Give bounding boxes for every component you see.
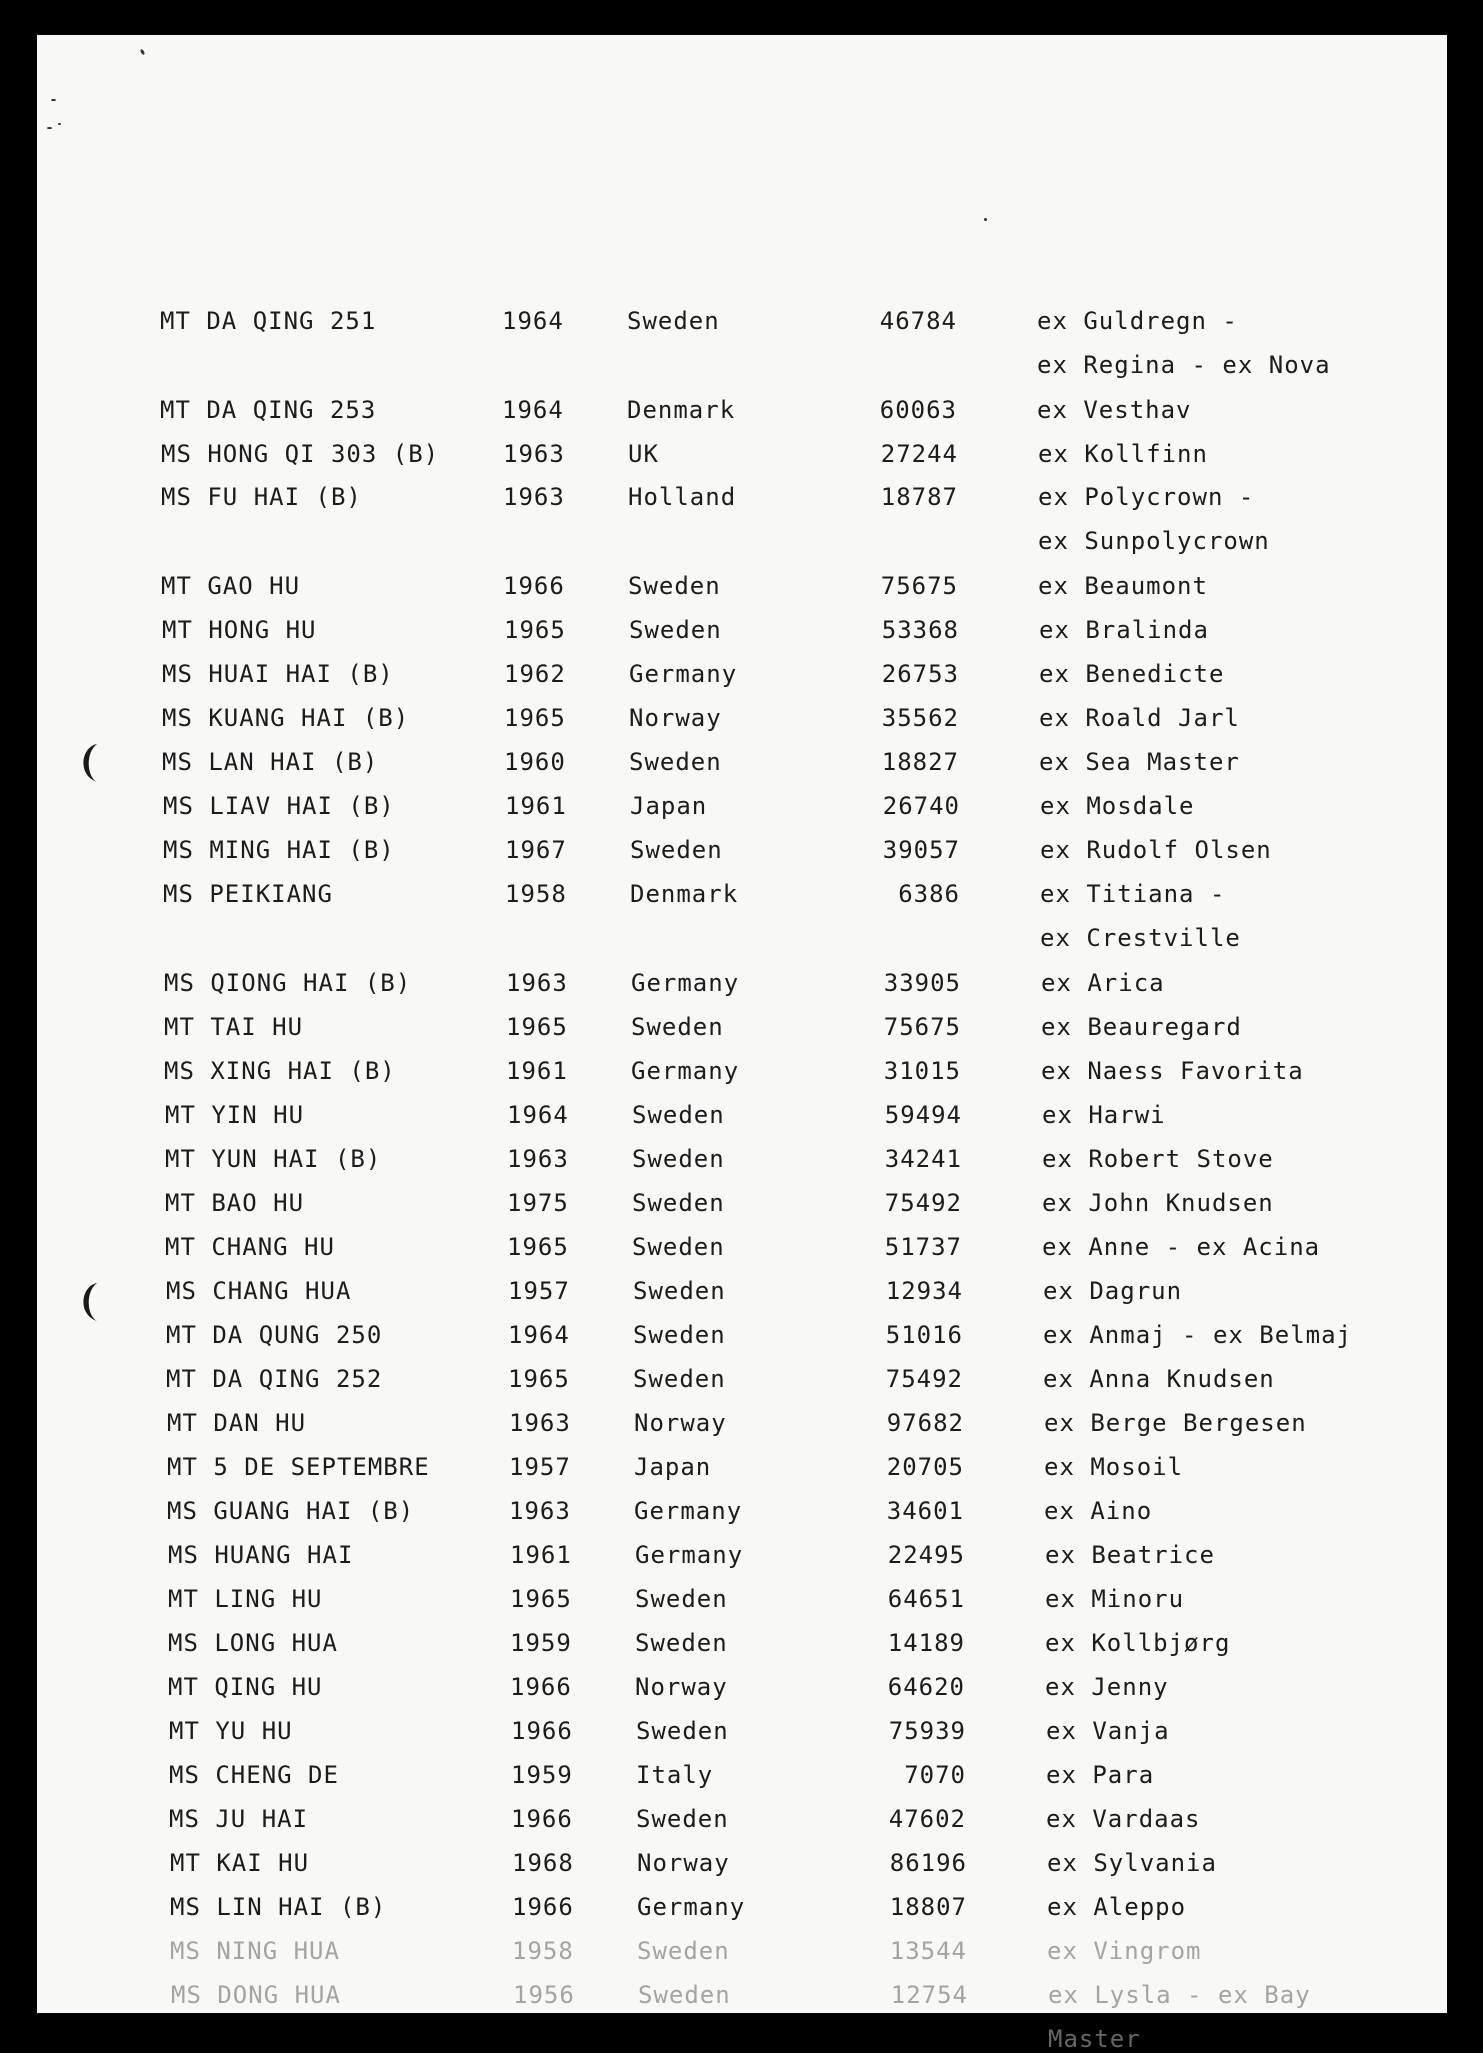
ship-row: [37, 1321, 1447, 1361]
ship-year: 1963: [503, 483, 565, 511]
ship-country: Sweden: [632, 1189, 725, 1217]
ship-year: 1964: [502, 307, 564, 335]
ship-year: 1961: [506, 1057, 568, 1085]
ship-former-names: ex Arica: [1041, 969, 1165, 997]
ship-year: 1966: [511, 1805, 573, 1833]
ship-row: [37, 1629, 1447, 1669]
ship-country: Norway: [629, 704, 722, 732]
ship-name: MT DA QUNG 250: [166, 1321, 383, 1349]
ship-tonnage: 64651: [887, 1585, 965, 1613]
ship-year: 1965: [504, 616, 566, 644]
ship-tonnage: 14189: [887, 1629, 965, 1657]
ship-country: Sweden: [630, 836, 723, 864]
ship-row: [37, 1101, 1447, 1141]
ship-year: 1963: [509, 1409, 571, 1437]
ship-row: [37, 1409, 1447, 1449]
ship-name: MS NING HUA: [170, 1937, 340, 1965]
ship-country: Sweden: [638, 1981, 731, 2009]
ship-name: MS JU HAI: [169, 1805, 309, 1833]
ship-former-names: ex Aino: [1044, 1497, 1153, 1525]
ship-year: 1957: [509, 1453, 571, 1481]
ship-year: 1958: [512, 1937, 574, 1965]
ship-former-names: ex Minoru: [1045, 1585, 1185, 1613]
ship-row: [37, 440, 1447, 480]
ship-name: MT CHANG HU: [165, 1233, 335, 1261]
ink-speck: [984, 218, 987, 221]
ship-name: MT 5 DE SEPTEMBRE: [167, 1453, 430, 1481]
ship-tonnage: 22495: [887, 1541, 965, 1569]
ship-country: Denmark: [627, 396, 736, 424]
ship-name: MT DAN HU: [167, 1409, 307, 1437]
ship-name: MT TAI HU: [164, 1013, 304, 1041]
ship-name: MT YUN HAI (B): [165, 1145, 382, 1173]
ship-former-names: ex Benedicte: [1039, 660, 1225, 688]
ship-year: 1967: [505, 836, 567, 864]
ship-year: 1965: [510, 1585, 572, 1613]
ship-country: Japan: [634, 1453, 712, 1481]
ship-tonnage: 39057: [882, 836, 960, 864]
ship-row: [37, 1893, 1447, 1933]
ship-country: Sweden: [636, 1717, 729, 1745]
ship-tonnage: 7070: [904, 1761, 966, 1789]
ship-country: Sweden: [629, 748, 722, 776]
ship-year: 1964: [502, 396, 564, 424]
ship-row: [37, 1497, 1447, 1537]
ship-country: Denmark: [630, 880, 739, 908]
ship-country: Sweden: [635, 1629, 728, 1657]
ship-name: MT KAI HU: [170, 1849, 310, 1877]
ship-former-names: ex Beauregard: [1041, 1013, 1242, 1041]
ship-name: MS LONG HUA: [168, 1629, 338, 1657]
ship-country: Sweden: [635, 1585, 728, 1613]
ship-country: Germany: [631, 1057, 740, 1085]
ship-country: Sweden: [633, 1365, 726, 1393]
ship-name: MT YIN HU: [165, 1101, 305, 1129]
ship-former-names: ex Robert Stove: [1042, 1145, 1274, 1173]
ship-row: [37, 1761, 1447, 1801]
ship-former-names: ex Harwi: [1042, 1101, 1166, 1129]
ship-year: 1966: [503, 572, 565, 600]
ship-name: MS LAN HAI (B): [162, 748, 379, 776]
ship-name: MT DA QING 251: [160, 307, 377, 335]
ink-speck: [58, 123, 61, 125]
ship-former-names: ex Vardaas: [1046, 1805, 1201, 1833]
document-page: [37, 35, 1447, 2053]
ship-former-names: ex Para: [1046, 1761, 1155, 1789]
ink-speck: [47, 127, 52, 129]
ship-country: Norway: [634, 1409, 727, 1437]
ship-former-names: ex Vingrom: [1047, 1937, 1202, 1965]
ship-name: MT QING HU: [168, 1673, 323, 1701]
ship-tonnage: 75939: [888, 1717, 966, 1745]
ship-tonnage: 26753: [881, 660, 959, 688]
ship-country: Sweden: [627, 307, 720, 335]
ship-year: 1965: [506, 1013, 568, 1041]
ship-former-names: ex Kollfinn: [1038, 440, 1208, 468]
ship-name: MS QIONG HAI (B): [164, 969, 412, 997]
ship-year: 1961: [510, 1541, 572, 1569]
ship-row: [37, 704, 1447, 744]
ink-speck: [51, 99, 56, 101]
ship-name: MS KUANG HAI (B): [162, 704, 410, 732]
ship-former-names: ex Dagrun: [1043, 1277, 1183, 1305]
ship-country: Sweden: [632, 1101, 725, 1129]
ship-year: 1963: [509, 1497, 571, 1525]
ship-tonnage: 97682: [886, 1409, 964, 1437]
ship-tonnage: 31015: [883, 1057, 961, 1085]
ship-year: 1975: [507, 1189, 569, 1217]
ship-tonnage: 46784: [879, 307, 957, 335]
ship-country: Sweden: [632, 1233, 725, 1261]
ship-tonnage: 18827: [881, 748, 959, 776]
ship-year: 1966: [510, 1673, 572, 1701]
ship-country: Norway: [637, 1849, 730, 1877]
ship-former-names: ex Sea Master: [1039, 748, 1240, 776]
ship-country: Germany: [629, 660, 738, 688]
ship-former-names: ex Beaumont: [1038, 572, 1208, 600]
ship-tonnage: 27244: [880, 440, 958, 468]
ship-tonnage: 51016: [885, 1321, 963, 1349]
ship-name: MT HONG HU: [162, 616, 317, 644]
ship-tonnage: 12754: [890, 1981, 968, 2009]
ship-year: 1960: [504, 748, 566, 776]
ship-former-names-continued: ex Sunpolycrown: [1038, 527, 1270, 555]
ship-row: [37, 1233, 1447, 1273]
ship-year: 1959: [511, 1761, 573, 1789]
ship-row: [37, 1365, 1447, 1405]
ship-former-names: ex Sylvania: [1047, 1849, 1217, 1877]
ship-year: 1958: [505, 880, 567, 908]
ship-tonnage: 34601: [886, 1497, 964, 1525]
ship-former-names-continued: ex Regina - ex Nova: [1037, 351, 1331, 379]
ship-tonnage: 34241: [884, 1145, 962, 1173]
ship-tonnage: 13544: [889, 1937, 967, 1965]
ship-former-names: ex Naess Favorita: [1041, 1057, 1304, 1085]
ink-speck: [140, 49, 146, 56]
ship-former-names: ex Lysla - ex Bay: [1048, 1981, 1311, 2009]
ship-name: MT YU HU: [169, 1717, 293, 1745]
ship-name: MT DA QING 253: [160, 396, 377, 424]
ship-former-names: ex Vanja: [1046, 1717, 1170, 1745]
ship-tonnage: 75492: [885, 1365, 963, 1393]
ship-year: 1963: [506, 969, 568, 997]
ship-former-names-continued: Master: [1048, 2025, 1141, 2053]
ship-row: [37, 1189, 1447, 1229]
ship-name: MS CHENG DE: [169, 1761, 339, 1789]
ship-row: [37, 1981, 1447, 2021]
ship-name: MS DONG HUA: [171, 1981, 341, 2009]
ship-former-names: ex Vesthav: [1037, 396, 1192, 424]
ship-year: 1963: [503, 440, 565, 468]
ship-former-names: ex Rudolf Olsen: [1040, 836, 1272, 864]
ship-year: 1966: [511, 1717, 573, 1745]
ship-country: Norway: [635, 1673, 728, 1701]
ship-row: [37, 1717, 1447, 1757]
ship-row: [37, 396, 1447, 436]
ship-former-names: ex Anne - ex Acina: [1042, 1233, 1321, 1261]
ship-tonnage: 18787: [880, 483, 958, 511]
ship-row: [37, 748, 1447, 788]
ship-country: Italy: [636, 1761, 714, 1789]
ship-year: 1961: [505, 792, 567, 820]
ship-tonnage: 26740: [882, 792, 960, 820]
ship-row: [37, 880, 1447, 920]
ship-row: [37, 1541, 1447, 1581]
ship-row: [37, 660, 1447, 700]
ship-former-names: ex Jenny: [1045, 1673, 1169, 1701]
ship-country: Sweden: [637, 1937, 730, 1965]
ship-country: UK: [628, 440, 659, 468]
ship-year: 1956: [513, 1981, 575, 2009]
ship-row: [37, 1145, 1447, 1185]
ship-row: [37, 1057, 1447, 1097]
ship-row: [37, 572, 1447, 612]
ship-tonnage: 75492: [884, 1189, 962, 1217]
ship-name: MS HONG QI 303 (B): [161, 440, 440, 468]
ship-row: [37, 483, 1447, 523]
ship-former-names: ex Anmaj - ex Belmaj: [1043, 1321, 1352, 1349]
ship-year: 1965: [507, 1233, 569, 1261]
ship-name: MS LIAV HAI (B): [163, 792, 395, 820]
ship-tonnage: 53368: [881, 616, 959, 644]
ship-row: [37, 969, 1447, 1009]
ship-former-names: ex Aleppo: [1047, 1893, 1187, 1921]
ship-country: Sweden: [628, 572, 721, 600]
ship-tonnage: 35562: [881, 704, 959, 732]
ship-year: 1962: [504, 660, 566, 688]
ship-tonnage: 75675: [883, 1013, 961, 1041]
ship-country: Germany: [631, 969, 740, 997]
ship-year: 1968: [512, 1849, 574, 1877]
ship-name: MS XING HAI (B): [164, 1057, 396, 1085]
ship-row: [37, 1013, 1447, 1053]
ship-name: MS LIN HAI (B): [170, 1893, 387, 1921]
ship-former-names: ex Guldregn -: [1037, 307, 1238, 335]
ship-name: MS HUAI HAI (B): [162, 660, 394, 688]
ship-row: [37, 1849, 1447, 1889]
ship-row: [37, 1453, 1447, 1493]
ship-year: 1966: [512, 1893, 574, 1921]
ship-former-names-continued: ex Crestville: [1040, 924, 1241, 952]
ship-country: Sweden: [631, 1013, 724, 1041]
ship-name: MT BAO HU: [165, 1189, 305, 1217]
ship-name: MS CHANG HUA: [166, 1277, 352, 1305]
ship-former-names: ex Anna Knudsen: [1043, 1365, 1275, 1393]
ship-country: Germany: [635, 1541, 744, 1569]
ship-tonnage: 60063: [879, 396, 957, 424]
ship-country: Sweden: [636, 1805, 729, 1833]
ship-name: MS PEIKIANG: [163, 880, 333, 908]
ship-country: Holland: [628, 483, 737, 511]
ship-row: [37, 1673, 1447, 1713]
ship-row: [37, 307, 1447, 347]
ship-tonnage: 86196: [889, 1849, 967, 1877]
ship-former-names: ex Titiana -: [1040, 880, 1226, 908]
ship-former-names: ex Kollbjørg: [1045, 1629, 1231, 1657]
ship-country: Sweden: [633, 1321, 726, 1349]
ship-former-names: ex John Knudsen: [1042, 1189, 1274, 1217]
ship-former-names: ex Mosoil: [1044, 1453, 1184, 1481]
ship-row: [37, 1585, 1447, 1625]
ship-row: [37, 1937, 1447, 1977]
ship-tonnage: 51737: [884, 1233, 962, 1261]
ship-former-names: ex Mosdale: [1040, 792, 1195, 820]
ship-country: Germany: [634, 1497, 743, 1525]
ship-former-names: ex Polycrown -: [1038, 483, 1255, 511]
ship-name: MT DA QING 252: [166, 1365, 383, 1393]
ship-year: 1964: [508, 1321, 570, 1349]
ship-tonnage: 6386: [898, 880, 960, 908]
ship-tonnage: 18807: [889, 1893, 967, 1921]
ship-year: 1965: [508, 1365, 570, 1393]
ship-former-names: ex Roald Jarl: [1039, 704, 1240, 732]
ship-country: Sweden: [633, 1277, 726, 1305]
ship-tonnage: 33905: [883, 969, 961, 997]
ship-tonnage: 20705: [886, 1453, 964, 1481]
ship-name: MT GAO HU: [161, 572, 301, 600]
ship-year: 1964: [507, 1101, 569, 1129]
ship-name: MS GUANG HAI (B): [167, 1497, 415, 1525]
ship-name: MS MING HAI (B): [163, 836, 395, 864]
ship-tonnage: 12934: [885, 1277, 963, 1305]
ship-country: Sweden: [632, 1145, 725, 1173]
ship-former-names: ex Berge Bergesen: [1044, 1409, 1307, 1437]
ship-tonnage: 47602: [888, 1805, 966, 1833]
ship-tonnage: 64620: [887, 1673, 965, 1701]
ship-row: [37, 1805, 1447, 1845]
ship-country: Germany: [637, 1893, 746, 1921]
ship-name: MS HUANG HAI: [168, 1541, 354, 1569]
ship-former-names: ex Bralinda: [1039, 616, 1209, 644]
ship-row: [37, 836, 1447, 876]
ship-row: [37, 616, 1447, 656]
ship-year: 1963: [507, 1145, 569, 1173]
ship-row: [37, 1277, 1447, 1317]
ship-name: MT LING HU: [168, 1585, 323, 1613]
ship-year: 1957: [508, 1277, 570, 1305]
ship-year: 1959: [510, 1629, 572, 1657]
ship-tonnage: 59494: [884, 1101, 962, 1129]
ship-former-names: ex Beatrice: [1045, 1541, 1215, 1569]
ship-country: Japan: [630, 792, 708, 820]
ship-name: MS FU HAI (B): [161, 483, 362, 511]
ship-tonnage: 75675: [880, 572, 958, 600]
ship-country: Sweden: [629, 616, 722, 644]
ship-year: 1965: [504, 704, 566, 732]
ship-row: [37, 792, 1447, 832]
